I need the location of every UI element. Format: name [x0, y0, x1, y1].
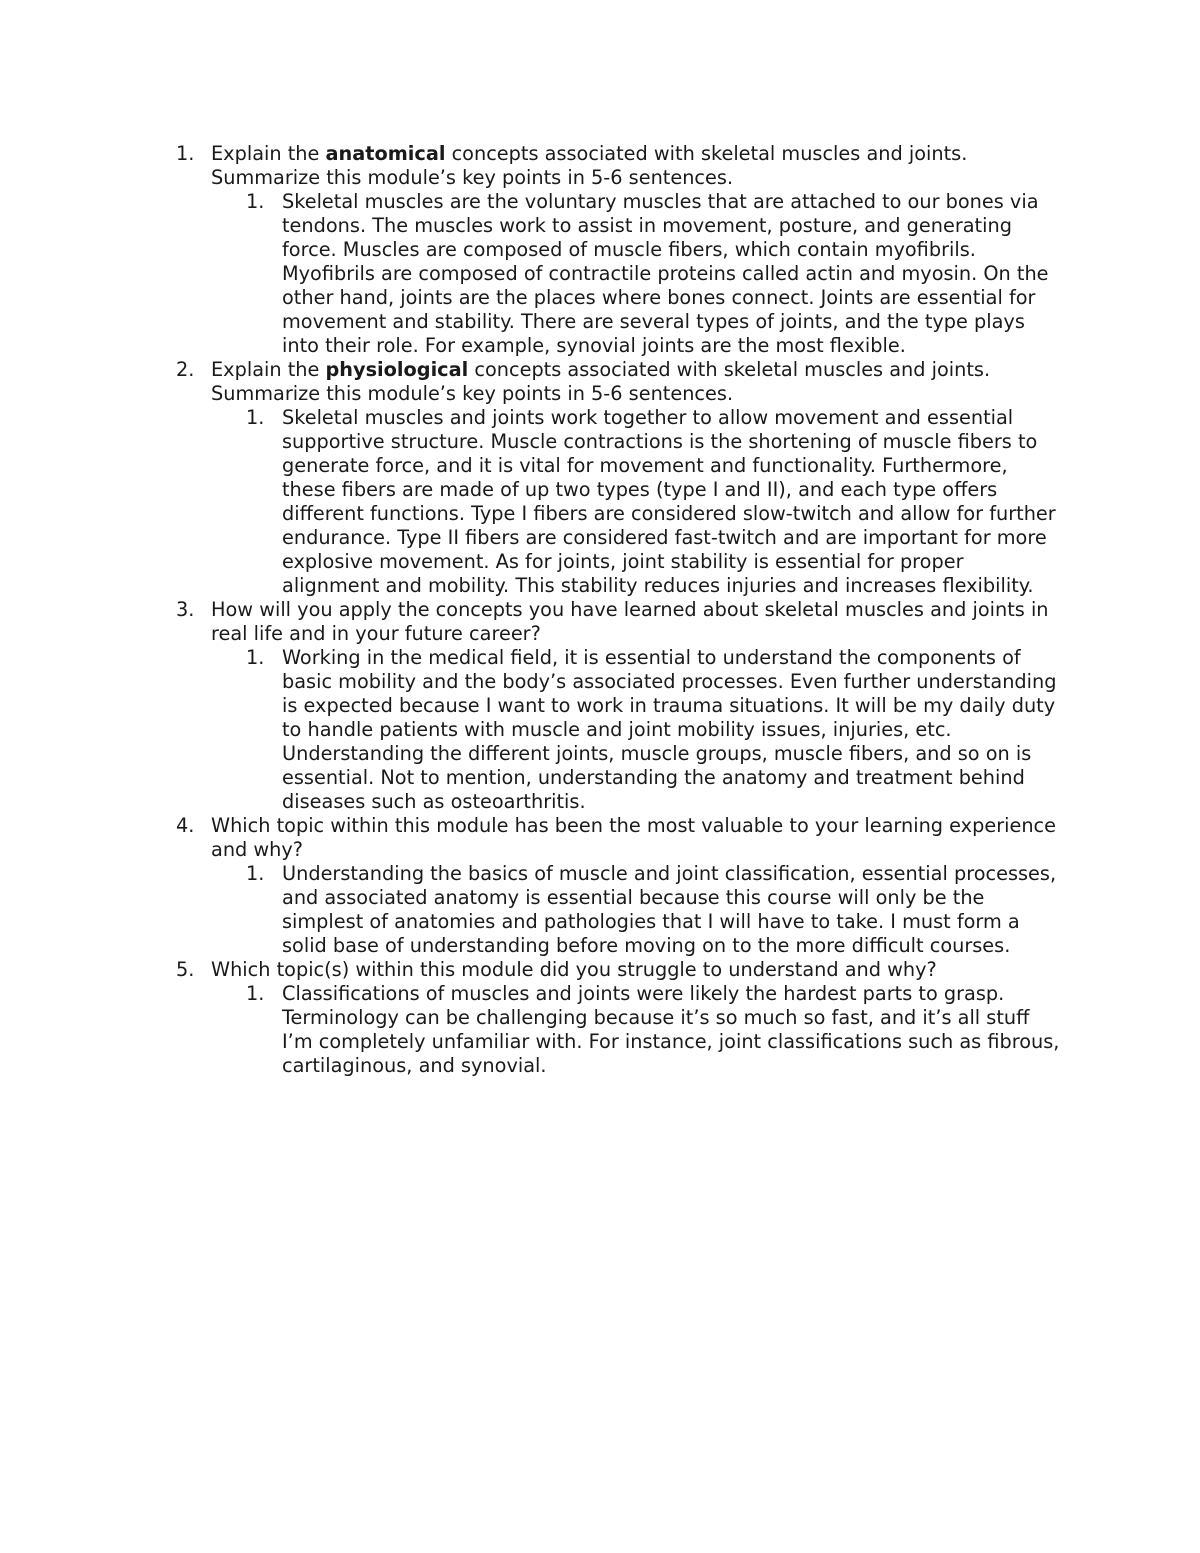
numbered-list [176, 142, 1076, 1078]
question-number: 4. [176, 814, 195, 837]
question-number: 3. [176, 598, 195, 621]
answer-text: Understanding the basics of muscle and joint classification, essential processes, and associated anatomy is essential because this course will only be the simplest of anatomies and pathologies that I will have to take. I must form a solid base of understanding before moving on to the more difficult courses. [282, 862, 1057, 957]
answer-number: 1. [246, 646, 265, 669]
question-bold-term: physiological [325, 358, 469, 381]
answer-text: Skeletal muscles and joints work together to allow movement and essential supportive structure. Muscle contractions is the shortening of muscle fibers to generate force, and it is vital for movement and functionality. Furthermore, these fibers are made of up two types (type I and II), and each type offers different functions. Type I fibers are considered slow-twitch and allow for further endurance. Type II fibers are considered fast-twitch and are important for more explosive movement. As for joints, joint stability is essential for proper alignment and mobility. This stability reduces injuries and increases flexibility. [282, 406, 1056, 597]
question-text-lead: Explain the [211, 358, 326, 381]
question-text [211, 814, 1076, 862]
answer-text: Classifications of muscles and joints were likely the hardest parts to grasp. Terminology can be challenging because it’s so much so fast, and it’s all stuff I’m completely unfamiliar with. For instance, joint classifications such as fibrous, cartilaginous, and synovial. [282, 982, 1060, 1077]
answer-5 [176, 982, 1076, 1078]
question-text [211, 358, 1076, 406]
answer-4 [176, 862, 1076, 958]
answer-number: 1. [246, 406, 265, 429]
answer-number: 1. [246, 982, 265, 1005]
question-text-lead: Explain the [211, 142, 326, 165]
answer-2 [176, 406, 1076, 598]
question-text [211, 142, 1076, 190]
question-number: 2. [176, 358, 195, 381]
question-text [211, 958, 1076, 982]
question-number: 5. [176, 958, 195, 981]
question-text-lead: How will you apply the concepts you have learned about skeletal muscles and joints in real life and in your future career? [211, 598, 1049, 645]
answer-text: Skeletal muscles are the voluntary muscles that are attached to our bones via tendons. The muscles work to assist in movement, posture, and generating force. Muscles are composed of muscle fibers, which contain myofibrils. Myofibrils are composed of contractile proteins called actin and myosin. On the other hand, joints are the places where bones connect. Joints are essential for movement and stability. There are several types of joints, and the type plays into their role. For example, synovial joints are the most flexible. [282, 190, 1049, 357]
question-5 [176, 958, 1076, 982]
question-bold-term: anatomical [325, 142, 446, 165]
question-number: 1. [176, 142, 195, 165]
answer-number: 1. [246, 862, 265, 885]
answer-number: 1. [246, 190, 265, 213]
answer-1 [176, 190, 1076, 358]
question-1 [176, 142, 1076, 190]
question-4 [176, 814, 1076, 862]
question-text-tail: concepts associated with skeletal muscles and joints. Summarize this module’s key points in 5-6 sentences. [211, 358, 991, 405]
question-3 [176, 598, 1076, 646]
question-text-tail: concepts associated with skeletal muscles and joints. Summarize this module’s key points in 5-6 sentences. [211, 142, 968, 189]
question-2 [176, 358, 1076, 406]
answer-3 [176, 646, 1076, 814]
question-text-lead: Which topic(s) within this module did you struggle to understand and why? [211, 958, 937, 981]
question-text [211, 598, 1076, 646]
question-text-lead: Which topic within this module has been the most valuable to your learning experience and why? [211, 814, 1057, 861]
answer-text: Working in the medical field, it is essential to understand the components of basic mobility and the body’s associated processes. Even further understanding is expected because I want to work in trauma situations. It will be my daily duty to handle patients with muscle and joint mobility issues, injuries, etc. Understanding the different joints, muscle groups, muscle fibers, and so on is essential. Not to mention, understanding the anatomy and treatment behind diseases such as osteoarthritis. [282, 646, 1057, 813]
